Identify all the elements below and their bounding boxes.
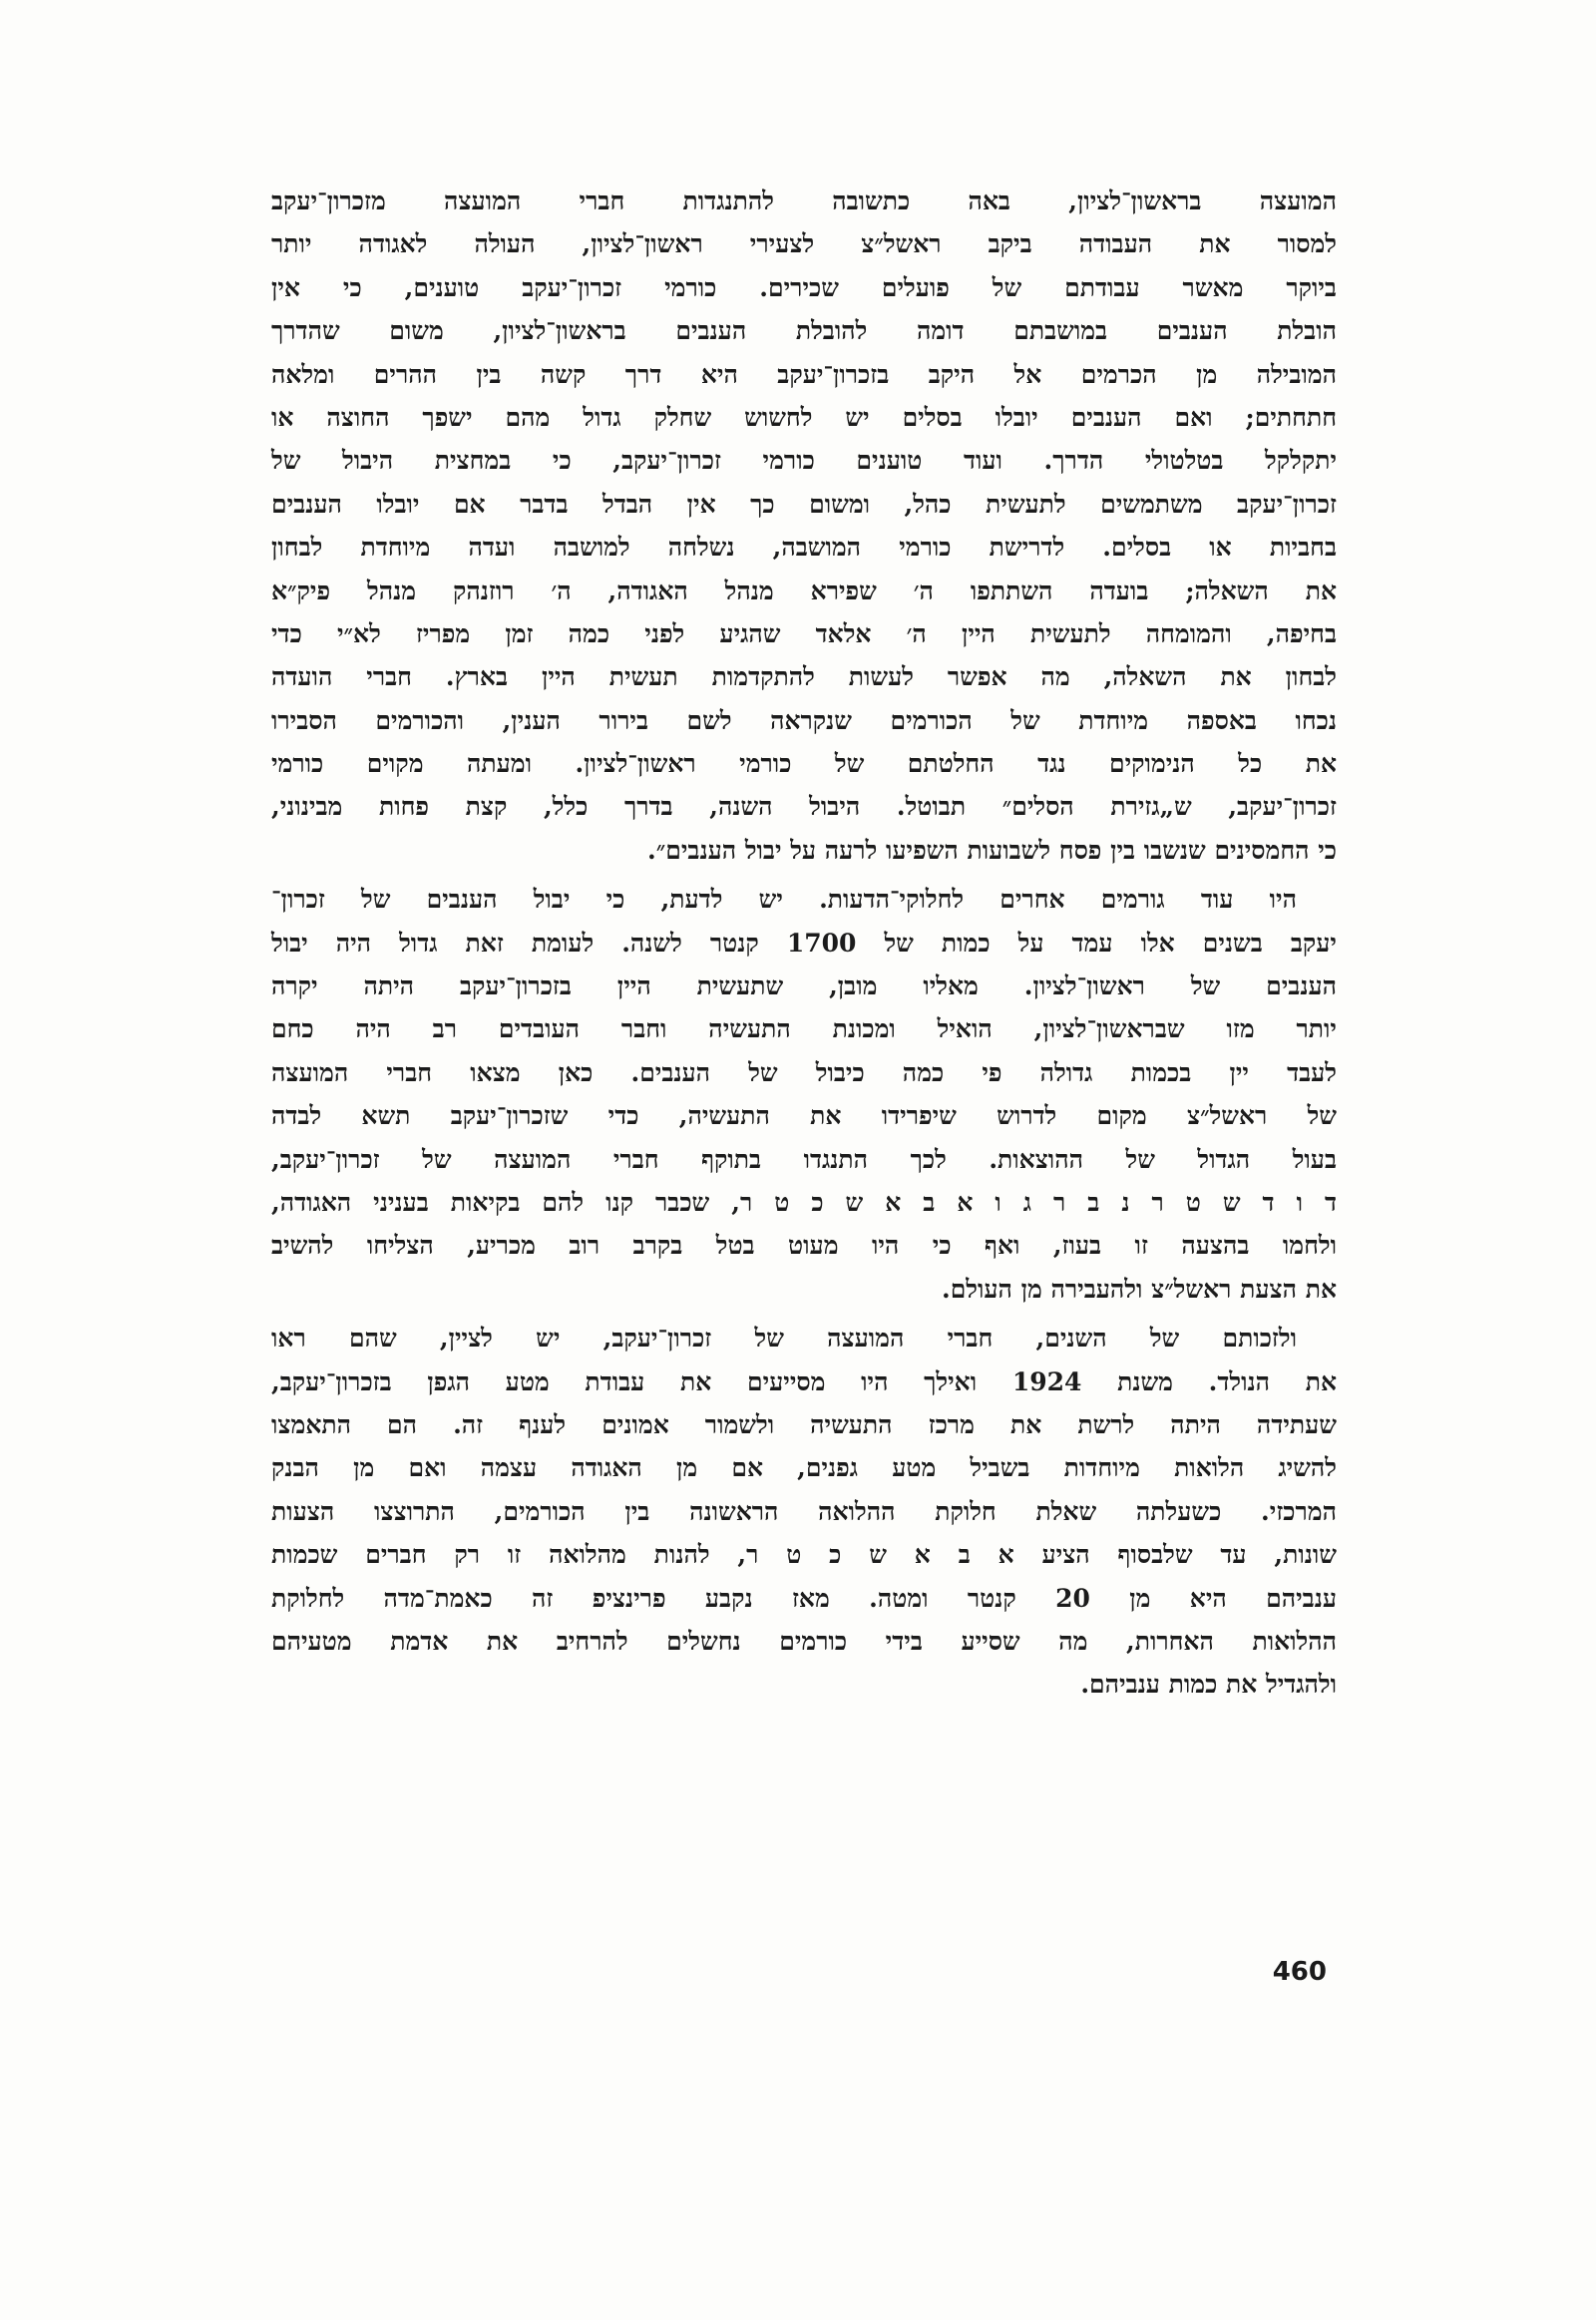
text-line: הענבים של ראשון־לציון. מאליו מובן, שתעשית היין בזכרון־יעקב היתה יקרה bbox=[271, 971, 1337, 1001]
body-text bbox=[271, 180, 1337, 1707]
text-line: יתקלקל בטלטולי הדרך. ועוד טוענים כורמי זכרון־יעקב, כי במחצית היבול של bbox=[271, 446, 1337, 476]
page-number: 460 bbox=[1272, 1957, 1327, 1987]
text-line: את השאלה; בועדה השתתפו ה׳ שפירא מנהל האגודה, ה׳ רוזנהק מנהל פיק״א bbox=[271, 576, 1337, 605]
text-line: שעתידה היתה לרשת את מרכז התעשיה ולשמור אמונים לענף זה. הם התאמצו bbox=[271, 1409, 1337, 1439]
text-line: ולהגדיל את כמות ענביהם. bbox=[1080, 1670, 1337, 1700]
text-line: כי החמסינים שנשבו בין פסח לשבועות השפיעו לרעה על יבול הענבים״. bbox=[647, 835, 1337, 865]
paragraph-3 bbox=[271, 1317, 1337, 1707]
text-line: חתחתים; ואם הענבים יובלו בסלים יש לחשוש שחלק גדול מהם ישפך החוצה או bbox=[271, 402, 1337, 432]
text-line: להשיג הלואות מיוחדות בשביל מטע גפנים, אם מן האגודה עצמה ואם מן הבנק bbox=[271, 1453, 1337, 1483]
text-line: את הצעת ראשל״צ ולהעבירה מן העולם. bbox=[941, 1274, 1337, 1304]
paragraph-1 bbox=[271, 180, 1337, 872]
text-line: לבחון את השאלה, מה אפשר לעשות להתקדמות תעשית היין בארץ. חברי הועדה bbox=[271, 662, 1337, 692]
text-line: זכרון־יעקב משתמשים לתעשית כהל, ומשום כך אין הבדל בדבר אם יובלו הענבים bbox=[271, 489, 1337, 519]
text-line: הובלת הענבים במושבתם דומה להובלת הענבים בראשון־לציון, משום שהדרך bbox=[271, 316, 1337, 346]
text-line: בעול הגדול של ההוצאות. לכך התנגדו בתוקף חברי המועצה של זכרון־יעקב, bbox=[271, 1144, 1337, 1174]
paragraph-2 bbox=[271, 878, 1337, 1311]
text-line: זכרון־יעקב, ש„גזירת הסלים״ תבוטל. היבול השנה, בדרך כלל, קצת פחות מבינוני, bbox=[271, 792, 1337, 822]
text-line: ענביהם היא מן 20 קנטר ומטה. מאז נקבע פרינציפ זה כאמת־מדה לחלוקת bbox=[271, 1583, 1338, 1613]
text-line: של ראשל״צ מקום לדרוש שיפרידו את התעשיה, כדי שזכרון־יעקב תשא לבדה bbox=[271, 1101, 1337, 1131]
text-line: המובילה מן הכרמים אל היקב בזכרון־יעקב היא דרך קשה בין ההרים ומלאה bbox=[271, 359, 1337, 389]
text-line: נכחו באספה מיוחדת של הכורמים שנקראה לשם בירור הענין, והכורמים הסבירו bbox=[271, 705, 1337, 735]
text-line: ביוקר מאשר עבודתם של פועלים שכירים. כורמי זכרון־יעקב טוענים, כי אין bbox=[271, 272, 1337, 302]
text-line: למסור את העבודה ביקב ראשל״צ לצעירי ראשון־לציון, העולה לאגודה יותר bbox=[271, 229, 1337, 259]
text-line: את הנולד. משנת 1924 ואילך היו מסייעים את עבודת מטע הגפן בזכרון־יעקב, bbox=[271, 1366, 1337, 1396]
text-line: בחיפה, והמומחה לתעשית היין ה׳ אלאד שהגיע לפני כמה זמן מפריז לא״י כדי bbox=[271, 618, 1337, 648]
text-line: בחביות או בסלים. לדרישת כורמי המושבה, נשלחה למושבה ועדה מיוחדת לבחון bbox=[271, 533, 1337, 563]
text-line: המרכזי. כשעלתה שאלת חלוקת ההלואה הראשונה בין הכורמים, התרוצצו הצעות bbox=[271, 1496, 1337, 1526]
text-line: שונות, עד שלבסוף הציע א ב א ש כ ט ר, להנות מהלואה זו רק חברים שכמות bbox=[271, 1540, 1337, 1570]
text-line: ולזכותם של השנים, חברי המועצה של זכרון־יעקב, יש לציין, שהם ראו bbox=[271, 1324, 1297, 1353]
text-line: יותר מזו שבראשון־לציון, הואיל ומכונת התעשיה וחבר העובדים רב היה כחם bbox=[271, 1014, 1337, 1044]
text-line: יעקב בשנים אלו עמד על כמות של 1700 קנטר לשנה. לעומת זאת גדול היה יבול bbox=[271, 928, 1337, 958]
text-line: את כל הנימוקים נגד החלטתם של כורמי ראשון־לציון. ומעתה מקוים כורמי bbox=[271, 749, 1337, 779]
text-line: היו עוד גורמים אחרים לחלוקי־הדעות. יש לדעת, כי יבול הענבים של זכרון־ bbox=[271, 885, 1297, 915]
text-line: ד ו ד ש ט ר נ ב ר ג ו א ב א ש כ ט ר, שכבר קנו להם בקיאות בעניני האגודה, bbox=[271, 1187, 1337, 1217]
text-line: ולחמו בהצעה זו בעוז, ואף כי היו מעוט בטל בקרב רוב מכריע, הצליחו להשיב bbox=[271, 1231, 1337, 1261]
text-line: ההלואות האחרות, מה שסייע בידי כורמים נחשלים להרחיב את אדמת מטעיהם bbox=[271, 1626, 1337, 1656]
text-line: המועצה בראשון־לציון, באה כתשובה להתנגדות חברי המועצה מזכרון־יעקב bbox=[271, 187, 1337, 215]
text-line: לעבד יין בכמות גדולה פי כמה כיבול של הענבים. כאן מצאו חברי המועצה bbox=[271, 1057, 1337, 1087]
